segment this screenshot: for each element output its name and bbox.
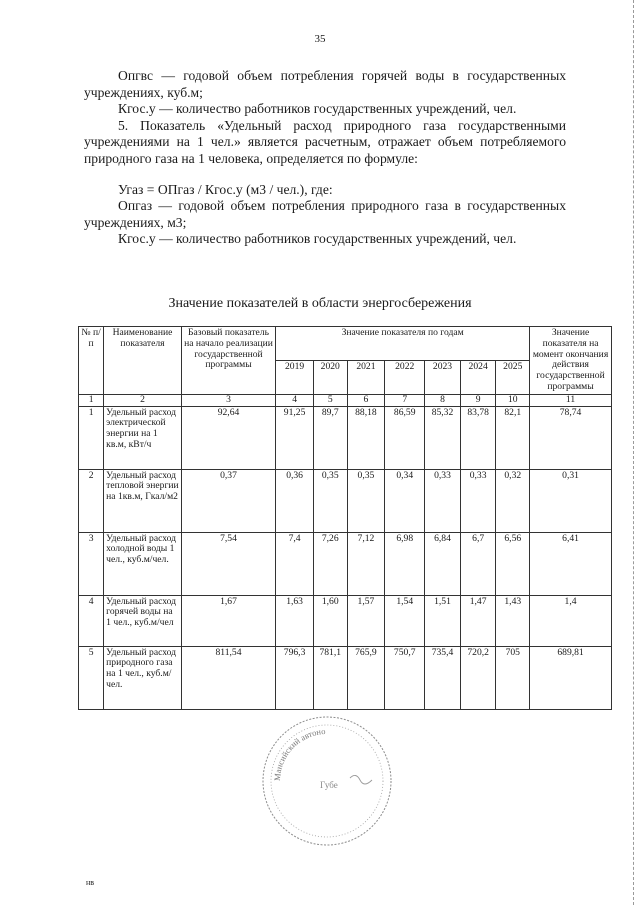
row-final: 1,4 [530, 595, 612, 646]
table-row [79, 406, 612, 469]
paragraph-kgos-2: Кгос.у — количество работников государственных учреждений, чел. [118, 231, 517, 247]
seal-outer-text: Мансийский автоно [271, 725, 326, 782]
row-num: 3 [79, 532, 104, 595]
row-base: 7,54 [181, 532, 275, 595]
row-value: 7,4 [276, 532, 314, 595]
header-year: 2022 [385, 360, 425, 394]
paragraph-ogvs: Опгвс — годовой объем потребления горячей воды в государственных учреждениях, куб.м; [84, 68, 566, 100]
table-row [79, 469, 612, 532]
row-name: Удельный расход электрической энергии на 1 кв.м, кВт/ч [104, 406, 182, 469]
row-value: 1,63 [276, 595, 314, 646]
row-value: 1,54 [385, 595, 425, 646]
row-value: 6,56 [496, 532, 530, 595]
row-value: 86,59 [385, 406, 425, 469]
row-num: 4 [79, 595, 104, 646]
row-value: 85,32 [425, 406, 461, 469]
row-base: 1,67 [181, 595, 275, 646]
row-value: 1,43 [496, 595, 530, 646]
official-seal-stamp [258, 712, 396, 850]
column-number: 11 [530, 394, 612, 406]
row-num: 1 [79, 406, 104, 469]
footer-mark: нв [86, 878, 95, 887]
row-value: 750,7 [385, 646, 425, 709]
header-year: 2019 [276, 360, 314, 394]
column-number: 2 [104, 394, 182, 406]
header-year: 2021 [347, 360, 385, 394]
paragraph-indicator-5: 5. Показатель «Удельный расход природного газа государственными учреждениями на 1 чел.» является расчетным, отражает объем потребляемого природного газа на 1 человека, определяется по формуле: [84, 117, 566, 166]
indicators-table [78, 326, 612, 710]
row-value: 91,25 [276, 406, 314, 469]
header-name: Наименование показателя [104, 327, 182, 395]
column-number: 1 [79, 394, 104, 406]
row-value: 83,78 [460, 406, 496, 469]
table-row [79, 595, 612, 646]
row-value: 0,35 [347, 469, 385, 532]
row-name: Удельный расход природного газа на 1 чел., куб.м/чел. [104, 646, 182, 709]
header-final: Значение показателя на момент окончания действия государственной программы [530, 327, 612, 395]
row-name: Удельный расход холодной воды 1 чел., куб.м/чел. [104, 532, 182, 595]
header-year: 2025 [496, 360, 530, 394]
row-value: 781,1 [313, 646, 347, 709]
row-num: 2 [79, 469, 104, 532]
paragraph-formula: Угаз = ОПгаз / Кгос.у (м3 / чел.), где: [118, 181, 333, 197]
row-value: 705 [496, 646, 530, 709]
header-by-years: Значение показателя по годам [276, 327, 530, 361]
header-year: 2023 [425, 360, 461, 394]
row-value: 88,18 [347, 406, 385, 469]
row-value: 6,7 [460, 532, 496, 595]
row-value: 89,7 [313, 406, 347, 469]
header-year: 2024 [460, 360, 496, 394]
table-row [79, 646, 612, 709]
seal-inner-text: Губе [320, 780, 338, 790]
row-value: 0,32 [496, 469, 530, 532]
header-base: Базовый показатель на начало реализации государственной программы [181, 327, 275, 395]
row-value: 0,35 [313, 469, 347, 532]
row-value: 720,2 [460, 646, 496, 709]
row-value: 6,98 [385, 532, 425, 595]
paragraph-opgaz: Опгаз — годовой объем потребления природного газа в государственных учреждениях, м3; [84, 198, 566, 230]
row-value: 82,1 [496, 406, 530, 469]
column-number: 4 [276, 394, 314, 406]
column-number: 6 [347, 394, 385, 406]
table-title: Значение показателей в области энергосбережения [168, 296, 472, 311]
row-final: 6,41 [530, 532, 612, 595]
row-value: 0,33 [460, 469, 496, 532]
row-final: 689,81 [530, 646, 612, 709]
column-number: 9 [460, 394, 496, 406]
row-value: 0,33 [425, 469, 461, 532]
header-year: 2020 [313, 360, 347, 394]
row-value: 0,36 [276, 469, 314, 532]
row-value: 796,3 [276, 646, 314, 709]
row-value: 1,51 [425, 595, 461, 646]
row-value: 1,60 [313, 595, 347, 646]
column-numbers-row [79, 394, 612, 406]
seal-signature-stroke [350, 775, 372, 784]
row-value: 1,57 [347, 595, 385, 646]
row-final: 78,74 [530, 406, 612, 469]
row-value: 0,34 [385, 469, 425, 532]
row-value: 7,26 [313, 532, 347, 595]
row-value: 7,12 [347, 532, 385, 595]
column-number: 7 [385, 394, 425, 406]
row-value: 1,47 [460, 595, 496, 646]
row-name: Удельный расход горячей воды на 1 чел., куб.м/чел [104, 595, 182, 646]
paragraph-kgos-1: Кгос.у — количество работников государственных учреждений, чел. [118, 101, 517, 117]
header-num: № п/п [79, 327, 104, 395]
row-base: 811,54 [181, 646, 275, 709]
column-number: 5 [313, 394, 347, 406]
page-edge-line [632, 0, 634, 905]
row-num: 5 [79, 646, 104, 709]
column-number: 8 [425, 394, 461, 406]
row-value: 6,84 [425, 532, 461, 595]
row-name: Удельный расход тепловой энергии на 1кв.м, Гкал/м2 [104, 469, 182, 532]
table-row [79, 532, 612, 595]
row-value: 765,9 [347, 646, 385, 709]
row-final: 0,31 [530, 469, 612, 532]
page-number: 35 [314, 33, 326, 45]
body-text [84, 68, 566, 248]
column-number: 3 [181, 394, 275, 406]
column-number: 10 [496, 394, 530, 406]
row-value: 735,4 [425, 646, 461, 709]
row-base: 92,64 [181, 406, 275, 469]
row-base: 0,37 [181, 469, 275, 532]
